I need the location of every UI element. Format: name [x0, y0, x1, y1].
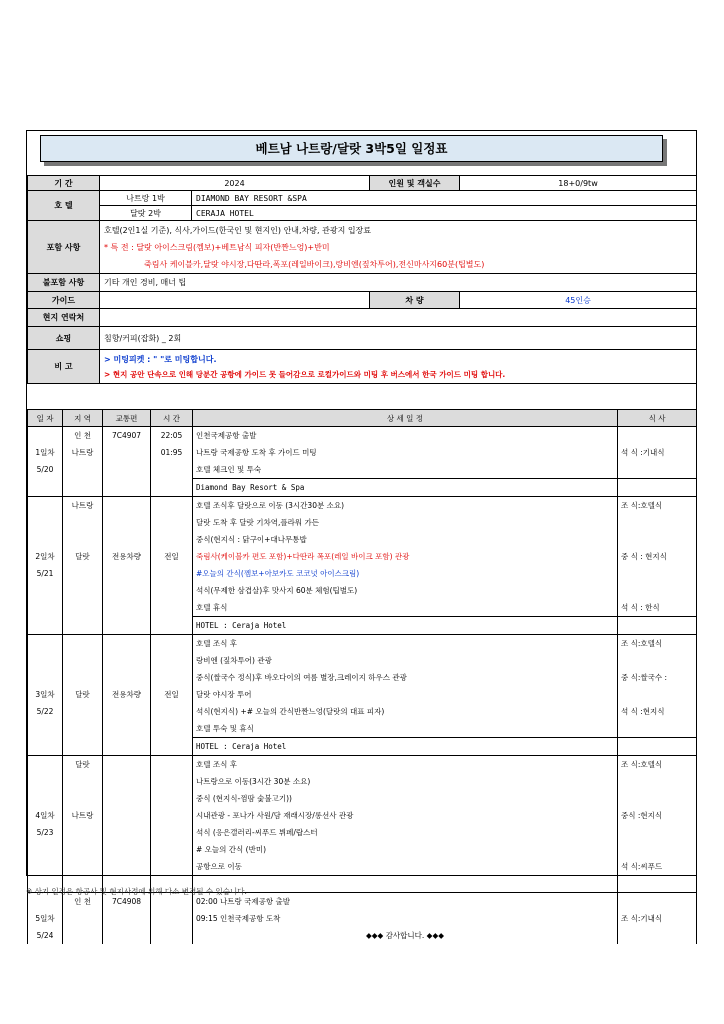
day2-line2: 달랏 도착 후 달랏 기차역,플라워 가든 — [193, 514, 618, 531]
footnote: ※ 상기 일정은 항공사 및 현지사정에 의해 다소 변경될 수 있습니다. — [26, 887, 247, 896]
day3-meal2: 중 식:쌀국수 : — [618, 669, 697, 686]
exclude-value: 기타 개인 경비, 매너 팁 — [100, 274, 697, 292]
day5-date: 5/24 — [28, 927, 63, 944]
day2-line6: 석식(무제한 삼겹살)후 맛사지 60분 체험(팁별도) — [193, 582, 618, 599]
period-value: 2024 — [100, 176, 370, 191]
day4-meal1: 조 식:호텔식 — [618, 756, 697, 774]
day3-line3: 중식(쌀국수 정식)후 바오다이의 여름 별장,크레이지 하우스 관광 — [193, 669, 618, 686]
hotel1-nights: 나트랑 1박 — [100, 191, 192, 206]
day4-line1: 호텔 조식 후 — [193, 756, 618, 774]
day4-line7: 공항으로 이동 — [193, 858, 618, 875]
day3-hotel: HOTEL : Ceraja Hotel — [193, 738, 618, 756]
contact-label: 현지 연락처 — [28, 309, 100, 327]
include-label: 포함 사항 — [28, 221, 100, 274]
day5-thanks: ◆◆◆ 감사합니다. ◆◆◆ — [193, 927, 618, 944]
day1-day: 1일차 — [28, 444, 63, 461]
day1-transport: 7C4907 — [103, 427, 151, 445]
remarks-value — [100, 350, 697, 384]
day2-time: 전일 — [151, 548, 193, 565]
include-line3: 죽림사 케이블카,달랏 야시장,다딴라,폭포(레일바이크),랑비엔(짚차투어),전신마사지60분(팁별도) — [144, 259, 485, 269]
day3-line4: 달랏 야시장 투어 — [193, 686, 618, 703]
day4-meal3: 석 식:씨푸드 — [618, 858, 697, 875]
day4-date: 5/23 — [28, 824, 63, 841]
header-meal: 식 사 — [618, 410, 697, 427]
day3-line5: 석식(현지식) +# 오늘의 간식반짠느엉(달랏의 대표 피자) — [193, 703, 618, 720]
day3-line2: 랑비엔 (짚차투어) 관광 — [193, 652, 618, 669]
day4-line6: # 오늘의 간식 (반미) — [193, 841, 618, 858]
day2-transport: 전용차량 — [103, 548, 151, 565]
day3-line6: 호텔 투숙 및 휴식 — [193, 720, 618, 738]
day4-meal2: 중식 :현지식 — [618, 807, 697, 824]
day5-day: 5일차 — [28, 910, 63, 927]
day5-line1: 02:00 나트랑 국제공항 출발 — [193, 893, 618, 911]
day3-day: 3일차 — [28, 686, 63, 703]
include-line1: 호텔(2인1실 기준), 식사,가이드(한국인 및 현지인) 안내,차량, 관광지 입장료 — [104, 225, 372, 235]
include-value — [100, 221, 697, 274]
day4-line3: 중식 (현지식-껌땀 숯불고기)) — [193, 790, 618, 807]
day2-line4: 죽림사(케이블카 편도 포함)+다딴라 폭포(레일 바이크 포함) 관광 — [193, 548, 618, 565]
day1-time1: 22:05 — [151, 427, 193, 445]
shopping-value: 침향/커피(잡화) _ 2회 — [100, 327, 697, 350]
day5-transport: 7C4908 — [103, 893, 151, 911]
day2-day: 2일차 — [28, 548, 63, 565]
hotel2-name: CERAJA HOTEL — [192, 206, 697, 221]
day1-hotel: Diamond Bay Resort & Spa — [193, 479, 618, 497]
day1-region2: 나트랑 — [63, 444, 103, 461]
day5-line2: 09:15 인천국제공항 도착 — [193, 910, 618, 927]
header-region: 지 역 — [63, 410, 103, 427]
day1-region1: 인 천 — [63, 427, 103, 445]
day1-line3: 호텔 체크인 및 투숙 — [193, 461, 618, 479]
header-detail: 상 세 일 정 — [193, 410, 618, 427]
day4-line4: 시내관광 - 포나가 사원/담 재래시장/롱선사 관광 — [193, 807, 618, 824]
shopping-label: 쇼핑 — [28, 327, 100, 350]
hotel-label: 호 텔 — [28, 191, 100, 221]
day2-date: 5/21 — [28, 565, 63, 582]
page-title: 베트남 나트랑/달랏 3박5일 일정표 — [40, 135, 663, 162]
vehicle-value: 45인승 — [460, 292, 697, 309]
day3-date: 5/22 — [28, 703, 63, 720]
day3-meal3: 석 식 :현지식 — [618, 703, 697, 720]
day2-line1: 호텔 조식후 달랏으로 이동 (3시간30분 소요) — [193, 497, 618, 515]
day1-line1: 인천국제공항 출발 — [193, 427, 618, 445]
day3-line1: 호텔 조식 후 — [193, 635, 618, 653]
remarks-line1: > 미팅피켓 : " "로 미팅합니다. — [104, 354, 217, 364]
vehicle-label: 차 량 — [370, 292, 460, 309]
day1-line2: 나트랑 국제공항 도착 후 가이드 미팅 — [193, 444, 618, 461]
day1-time2: 01:95 — [151, 444, 193, 461]
schedule-table — [27, 409, 697, 944]
day1-date: 5/20 — [28, 461, 63, 479]
day3-transport: 전용차량 — [103, 686, 151, 703]
day3-region: 달랏 — [63, 686, 103, 703]
day2-line7: 호텔 휴식 — [193, 599, 618, 617]
day2-meal3: 석 식 : 한식 — [618, 599, 697, 617]
day2-line3: 중식(현지식 : 닭구이+대나무통밥 — [193, 531, 618, 548]
day4-line5: 석식 (응은갤러리-씨푸드 뷔페/랍스터 — [193, 824, 618, 841]
day3-time: 전일 — [151, 686, 193, 703]
guide-label: 가이드 — [28, 292, 100, 309]
day5-region: 인 천 — [63, 893, 103, 911]
info-table — [27, 175, 697, 384]
period-label: 기 간 — [28, 176, 100, 191]
people-label: 인원 및 객실수 — [370, 176, 460, 191]
header-date: 일 자 — [28, 410, 63, 427]
day2-hotel: HOTEL : Ceraja Hotel — [193, 617, 618, 635]
day3-meal1: 조 식:호텔식 — [618, 635, 697, 653]
guide-value — [100, 292, 370, 309]
exclude-label: 불포함 사항 — [28, 274, 100, 292]
remarks-line2: > 현지 공안 단속으로 인해 당분간 공항에 가이드 못 들어감으로 로컬가이드와 미팅 후 버스에서 한국 가이드 미팅 합니다. — [104, 369, 506, 379]
day4-line2: 나트랑으로 이동(3시간 30분 소요) — [193, 773, 618, 790]
contact-value — [100, 309, 697, 327]
day5-meal: 조 식:기내식 — [618, 910, 697, 927]
day2-region1: 나트랑 — [63, 497, 103, 515]
day2-meal1: 조 식:호텔식 — [618, 497, 697, 515]
include-line2: * 특 전 : 달랏 아이스크림(껨보)+베트남식 피자(반짠느엉)+반미 — [104, 242, 330, 252]
day4-region1: 달랏 — [63, 756, 103, 774]
remarks-label: 비 고 — [28, 350, 100, 384]
hotel1-name: DIAMOND BAY RESORT &SPA — [192, 191, 697, 206]
day2-meal2: 중 식 : 현지식 — [618, 548, 697, 565]
header-time: 시 간 — [151, 410, 193, 427]
hotel2-nights: 달랏 2박 — [100, 206, 192, 221]
day4-day: 4일차 — [28, 807, 63, 824]
people-value: 18+0/9tw — [460, 176, 697, 191]
day1-meal: 석 식 :기내식 — [618, 444, 697, 461]
day2-line5: #오늘의 간식(껨보+아보카도 코코넛 아이스크림) — [193, 565, 618, 582]
header-transport: 교통편 — [103, 410, 151, 427]
day2-region2: 달랏 — [63, 548, 103, 565]
day4-region2: 나트랑 — [63, 807, 103, 824]
